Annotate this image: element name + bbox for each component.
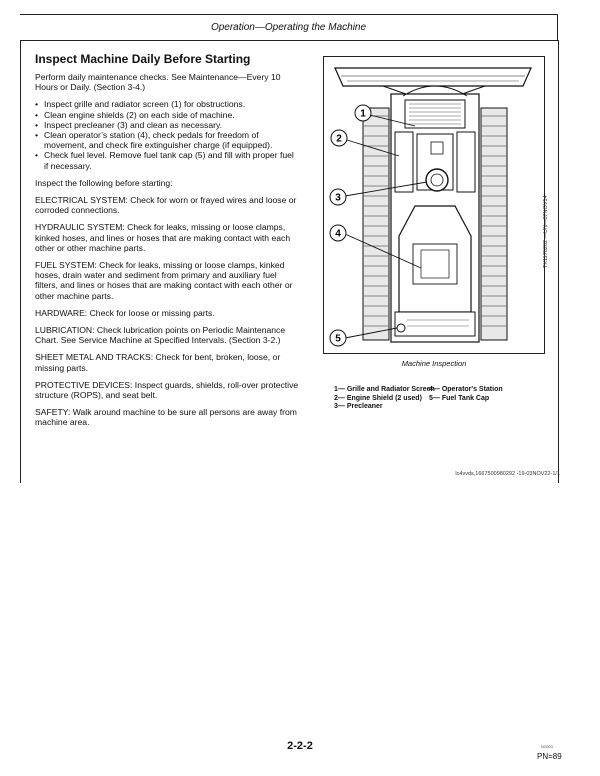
list-item: • Clean operator’s station (4), check pedals for freedom of movement, and check fire extinguisher charge (if equipped). (35, 130, 300, 150)
page-number: 2-2-2 (287, 740, 313, 752)
list-item: • Inspect grille and radiator screen (1) for obstructions. (35, 99, 300, 109)
svg-text:4: 4 (335, 228, 341, 240)
list-item: • Check fuel level. Remove fuel tank cap (5) and fill with proper fuel if necessary. (35, 150, 300, 170)
page-header (20, 14, 558, 41)
reference-code: lc4vvds,1667500980292 -19-03NOV22-1/1 (455, 471, 560, 477)
svg-text:5: 5 (335, 333, 341, 345)
inspection-text (35, 52, 300, 435)
svg-text:2: 2 (336, 133, 342, 145)
hydraulic-paragraph: HYDRAULIC SYSTEM: Check for leaks, missing or loose clamps, kinked hoses, and lines or hoses that are making contact with each other or other machine parts. (35, 222, 291, 253)
fuel-paragraph: FUEL SYSTEM: Check for leaks, missing or loose clamps, kinked hoses, drain water and sediment from primary and auxiliary fuel filters, and lines or hoses that are making contact with each other or other machine parts. (35, 260, 293, 301)
callout-2 (331, 130, 347, 146)
intro-paragraph: Perform daily maintenance checks. See Maintenance—Every 10 Hours or Daily. (Section 3-4.) (35, 72, 281, 93)
small-code: N2003 (541, 744, 553, 749)
lubrication-paragraph: LUBRICATION: Check lubrication points on Periodic Maintenance Chart. See Service Machine at Specified Intervals. (Section 3-2.) (35, 325, 286, 346)
safety-paragraph: SAFETY: Walk around machine to be sure all persons are away from machine area. (35, 407, 297, 428)
header-title: Operation—Operating the Machine (210, 22, 367, 33)
machine-body (391, 86, 479, 342)
svg-text:3: 3 (335, 192, 341, 204)
legend-item: 5— Fuel Tank Cap (429, 394, 490, 402)
sheet-metal-paragraph: SHEET METAL AND TRACKS: Check for bent, broken, loose, or missing parts. (35, 352, 281, 373)
callout-5 (330, 330, 346, 346)
hardware-paragraph: HARDWARE: Check for loose or missing parts. (35, 307, 215, 318)
callout-1 (355, 105, 371, 121)
protective-devices-paragraph: PROTECTIVE DEVICES: Inspect guards, shields, roll-over protective structure (ROPS), and seat belt. (35, 379, 299, 401)
callout-4 (330, 225, 346, 241)
callout-3 (330, 189, 346, 205)
machine-inspection-diagram (323, 56, 545, 354)
legend-item: 2— Engine Shield (2 used) (334, 394, 422, 402)
figure-id: TX1176282 —UN—07NOV14 (543, 195, 549, 268)
figure-caption: Machine Inspection (401, 359, 467, 368)
legend-item: 1— Grille and Radiator Screen (334, 386, 435, 393)
list-item: • Inspect precleaner (3) and clean as necessary. (35, 120, 300, 130)
left-track (363, 108, 389, 340)
right-track (481, 108, 507, 340)
pn-number: PN=89 (537, 752, 562, 761)
electrical-paragraph: ELECTRICAL SYSTEM: Check for worn or frayed wires and loose or corroded connections. (35, 195, 297, 216)
legend-item: 4— Operator's Station (429, 386, 503, 393)
legend-item: 3— Precleaner (334, 403, 383, 410)
list-item: • Clean engine shields (2) on each side of machine. (35, 110, 300, 120)
daily-check-list (35, 99, 300, 170)
inspect-intro: Inspect the following before starting: (35, 177, 173, 188)
section-title: Inspect Machine Daily Before Starting (35, 52, 251, 66)
svg-text:1: 1 (360, 108, 366, 120)
